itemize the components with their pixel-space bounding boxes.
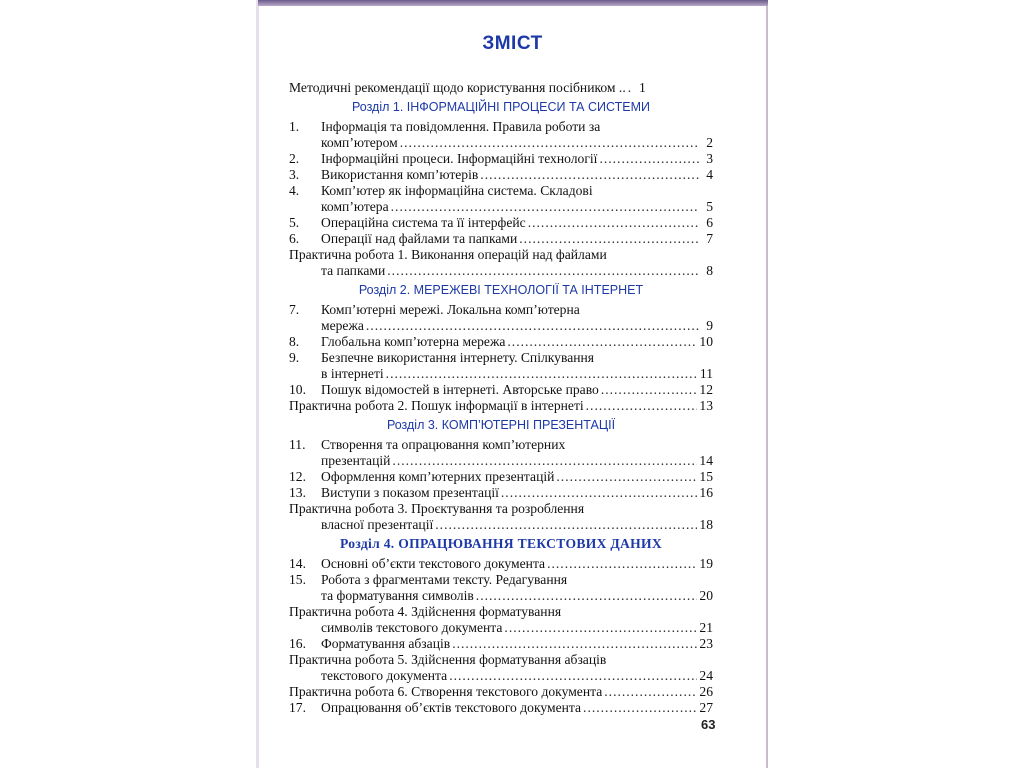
dot-leader (507, 334, 697, 350)
toc-entry-text: Операційна система та її інтерфейс (321, 215, 526, 230)
toc-entry-page: 20 (699, 588, 713, 603)
toc-line (289, 485, 713, 501)
toc-line (289, 652, 713, 668)
toc-entry-page: 23 (699, 636, 713, 651)
toc-entry (289, 334, 713, 350)
toc-entry-text: Виступи з показом презентації (321, 485, 499, 500)
dot-leader (480, 167, 699, 183)
toc-entry-page: 19 (699, 556, 713, 571)
toc-entry-text: Опрацювання об’єктів текстового документа (321, 700, 582, 715)
toc-entry (289, 556, 713, 572)
toc-line (289, 382, 713, 398)
toc-entry-text: Інформаційні процеси. Інформаційні технології (321, 151, 598, 166)
toc-intro-entry (289, 80, 713, 96)
toc-line (289, 247, 713, 263)
dot-leader (504, 620, 697, 636)
dot-leader (366, 318, 699, 334)
dot-leader (547, 556, 697, 572)
toc-line (289, 334, 713, 350)
toc-entry (289, 167, 713, 183)
toc-entry-number: 6. (289, 231, 300, 246)
toc-entry-text: Операції над файлами та папками (321, 231, 518, 246)
toc-entry-page: 8 (706, 263, 713, 278)
page-right-edge (766, 0, 768, 768)
toc-entry (289, 469, 713, 485)
dot-leader (556, 469, 697, 485)
dot-leader (599, 151, 699, 167)
toc-entry-text: Використання комп’ютерів (321, 167, 479, 182)
toc-line (289, 135, 713, 151)
toc-entry (289, 151, 713, 167)
toc-entry-page: 11 (699, 366, 713, 381)
toc-entry-number: 11. (289, 437, 306, 452)
toc-line (289, 151, 713, 167)
toc-practical-entry (289, 501, 713, 533)
toc-line (289, 119, 713, 135)
toc-line (289, 556, 713, 572)
toc-practical-entry (289, 247, 713, 279)
dot-leader (501, 485, 698, 501)
toc-line (289, 366, 713, 382)
toc-entry (289, 350, 713, 382)
dot-leader (452, 636, 697, 652)
toc-entry-number: 16. (289, 636, 306, 651)
dot-leader (391, 199, 699, 215)
toc-entry-text: в інтернеті (321, 366, 384, 381)
table-of-contents (289, 80, 713, 716)
toc-entry-page: 18 (699, 517, 713, 532)
toc-entry-page: 12 (699, 382, 713, 397)
toc-entry-page: 1 (638, 80, 646, 95)
toc-line (289, 700, 713, 716)
toc-line (289, 199, 713, 215)
dot-leader (586, 398, 698, 414)
toc-entry-text: мережа (321, 318, 364, 333)
toc-entry-page: 3 (706, 151, 713, 166)
toc-entry-text: Комп’ютерні мережі. Локальна комп’ютерна (321, 302, 580, 317)
toc-entry-number: 14. (289, 556, 306, 571)
toc-entry-number: 5. (289, 215, 300, 230)
toc-line (289, 668, 713, 684)
section-heading: Розділ 1. ІНФОРМАЦІЙНІ ПРОЦЕСИ ТА СИСТЕМИ (351, 100, 650, 114)
toc-entry-page: 16 (699, 485, 713, 500)
toc-entry-text: комп’ютером (321, 135, 398, 150)
dot-leader (601, 382, 698, 398)
toc-entry-text: Практична робота 3. Проєктування та розроблення (289, 501, 585, 516)
toc-entry-text: Робота з фрагментами тексту. Редагування (321, 572, 568, 587)
toc-entry-text: Практична робота 5. Здійснення форматування абзаців (289, 652, 607, 667)
toc-line (289, 437, 713, 453)
dot-leader (583, 700, 697, 716)
toc-line (289, 350, 713, 366)
section-heading: Розділ 3. КОМП’ЮТЕРНІ ПРЕЗЕНТАЦІЇ (386, 418, 616, 432)
toc-entry-number: 3. (289, 167, 300, 182)
dot-leader (400, 135, 699, 151)
toc-entry (289, 382, 713, 398)
toc-line (289, 501, 713, 517)
toc-entry-text: Оформлення комп’ютерних презентацій (321, 469, 555, 484)
toc-entry-page: 6 (706, 215, 713, 230)
toc-line (289, 684, 713, 700)
toc-entry-text: Створення та опрацювання комп’ютерних (321, 437, 566, 452)
toc-entry (289, 231, 713, 247)
toc-entry-text: Безпечне використання інтернету. Спілкування (321, 350, 595, 365)
toc-entry-text: Інформація та повідомлення. Правила роботи за (321, 119, 601, 134)
toc-line (289, 588, 713, 604)
toc-entry-text: Форматування абзаців (321, 636, 451, 651)
toc-entry-number: 1. (289, 119, 300, 134)
toc-entry-text: Практична робота 2. Пошук інформації в інтернеті (289, 398, 584, 413)
toc-practical-entry (289, 398, 713, 414)
toc-entry-page: 5 (706, 199, 713, 214)
toc-entry-text: Методичні рекомендації щодо користування посібником .. (289, 80, 626, 95)
toc-line (289, 398, 713, 414)
toc-line (289, 620, 713, 636)
toc-line (289, 572, 713, 588)
toc-line (289, 183, 713, 199)
dot-leader (435, 517, 697, 533)
toc-line (289, 215, 713, 231)
toc-entry-page: 7 (706, 231, 713, 246)
toc-entry-text: та форматування символів (321, 588, 474, 603)
toc-entry-page: 10 (699, 334, 713, 349)
toc-sections (289, 99, 713, 716)
toc-line (289, 636, 713, 652)
toc-entry-text: Практична робота 1. Виконання операцій над файлами (289, 247, 607, 262)
toc-entry-text: Пошук відомостей в інтернеті. Авторське право (321, 382, 599, 397)
toc-entry-page: 26 (699, 684, 713, 699)
toc-practical-entry (289, 652, 713, 684)
dot-leader (528, 215, 699, 231)
toc-entry-number: 4. (289, 183, 300, 198)
toc-entry-number: 15. (289, 572, 306, 587)
toc-entry-text: комп’ютера (321, 199, 389, 214)
toc-entry-page: 15 (699, 469, 713, 484)
dot-leader (604, 684, 697, 700)
toc-line (289, 167, 713, 183)
dot-leader (386, 366, 698, 382)
toc-entry-number: 7. (289, 302, 300, 317)
toc-entry (289, 437, 713, 469)
toc-entry-number: 9. (289, 350, 300, 365)
toc-entry-text: Практична робота 6. Створення текстового документа (289, 684, 603, 699)
toc-line (289, 318, 713, 334)
toc-line (289, 453, 713, 469)
toc-entry-number: 2. (289, 151, 300, 166)
toc-entry-page: 21 (699, 620, 713, 635)
toc-entry-page: 13 (699, 398, 713, 413)
dot-leader (476, 588, 698, 604)
section-heading: Розділ 4. ОПРАЦЮВАННЯ ТЕКСТОВИХ ДАНИХ (339, 536, 663, 551)
toc-entry (289, 183, 713, 215)
toc-entry (289, 302, 713, 334)
toc-entry-page: 2 (706, 135, 713, 150)
toc-entry-page: 4 (706, 167, 713, 182)
toc-entry-page: 14 (699, 453, 713, 468)
toc-entry-page: 27 (699, 700, 713, 715)
dot-leader (628, 80, 632, 96)
toc-entry-page: 9 (706, 318, 713, 333)
dot-leader (449, 668, 697, 684)
toc-entry (289, 215, 713, 231)
toc-line (289, 231, 713, 247)
dot-leader (387, 263, 699, 279)
dot-leader (392, 453, 697, 469)
toc-entry-number: 13. (289, 485, 306, 500)
toc-entry-page: 24 (699, 668, 713, 683)
toc-line (289, 469, 713, 485)
toc-practical-entry (289, 684, 713, 700)
toc-entry-text: Комп’ютер як інформаційна система. Складові (321, 183, 593, 198)
toc-entry-text: символів текстового документа (321, 620, 503, 635)
toc-line (289, 604, 713, 620)
toc-entry-text: Основні об’єкти текстового документа (321, 556, 546, 571)
toc-line (289, 263, 713, 279)
toc-line (289, 302, 713, 318)
dot-leader (519, 231, 699, 247)
toc-entry (289, 700, 713, 716)
page-title: ЗМІСТ (482, 33, 543, 54)
toc-entry-text: Практична робота 4. Здійснення форматування (289, 604, 562, 619)
toc-entry (289, 572, 713, 604)
toc-entry-text: та папками (321, 263, 386, 278)
section-heading: Розділ 2. МЕРЕЖЕВІ ТЕХНОЛОГІЇ ТА ІНТЕРНЕТ (358, 283, 644, 297)
toc-entry-number: 8. (289, 334, 300, 349)
toc-entry-number: 10. (289, 382, 306, 397)
toc-entry (289, 485, 713, 501)
toc-entry-text: власної презентації (321, 517, 434, 532)
toc-entry-number: 12. (289, 469, 306, 484)
toc-entry-number: 17. (289, 700, 306, 715)
toc-entry (289, 636, 713, 652)
toc-line (289, 517, 713, 533)
toc-entry (289, 119, 713, 151)
book-page (259, 0, 766, 768)
page-number: 63 (701, 717, 716, 732)
toc-practical-entry (289, 604, 713, 636)
toc-entry-text: Глобальна комп’ютерна мережа (321, 334, 506, 349)
toc-entry-text: текстового документа (321, 668, 448, 683)
toc-entry-text: презентацій (321, 453, 391, 468)
